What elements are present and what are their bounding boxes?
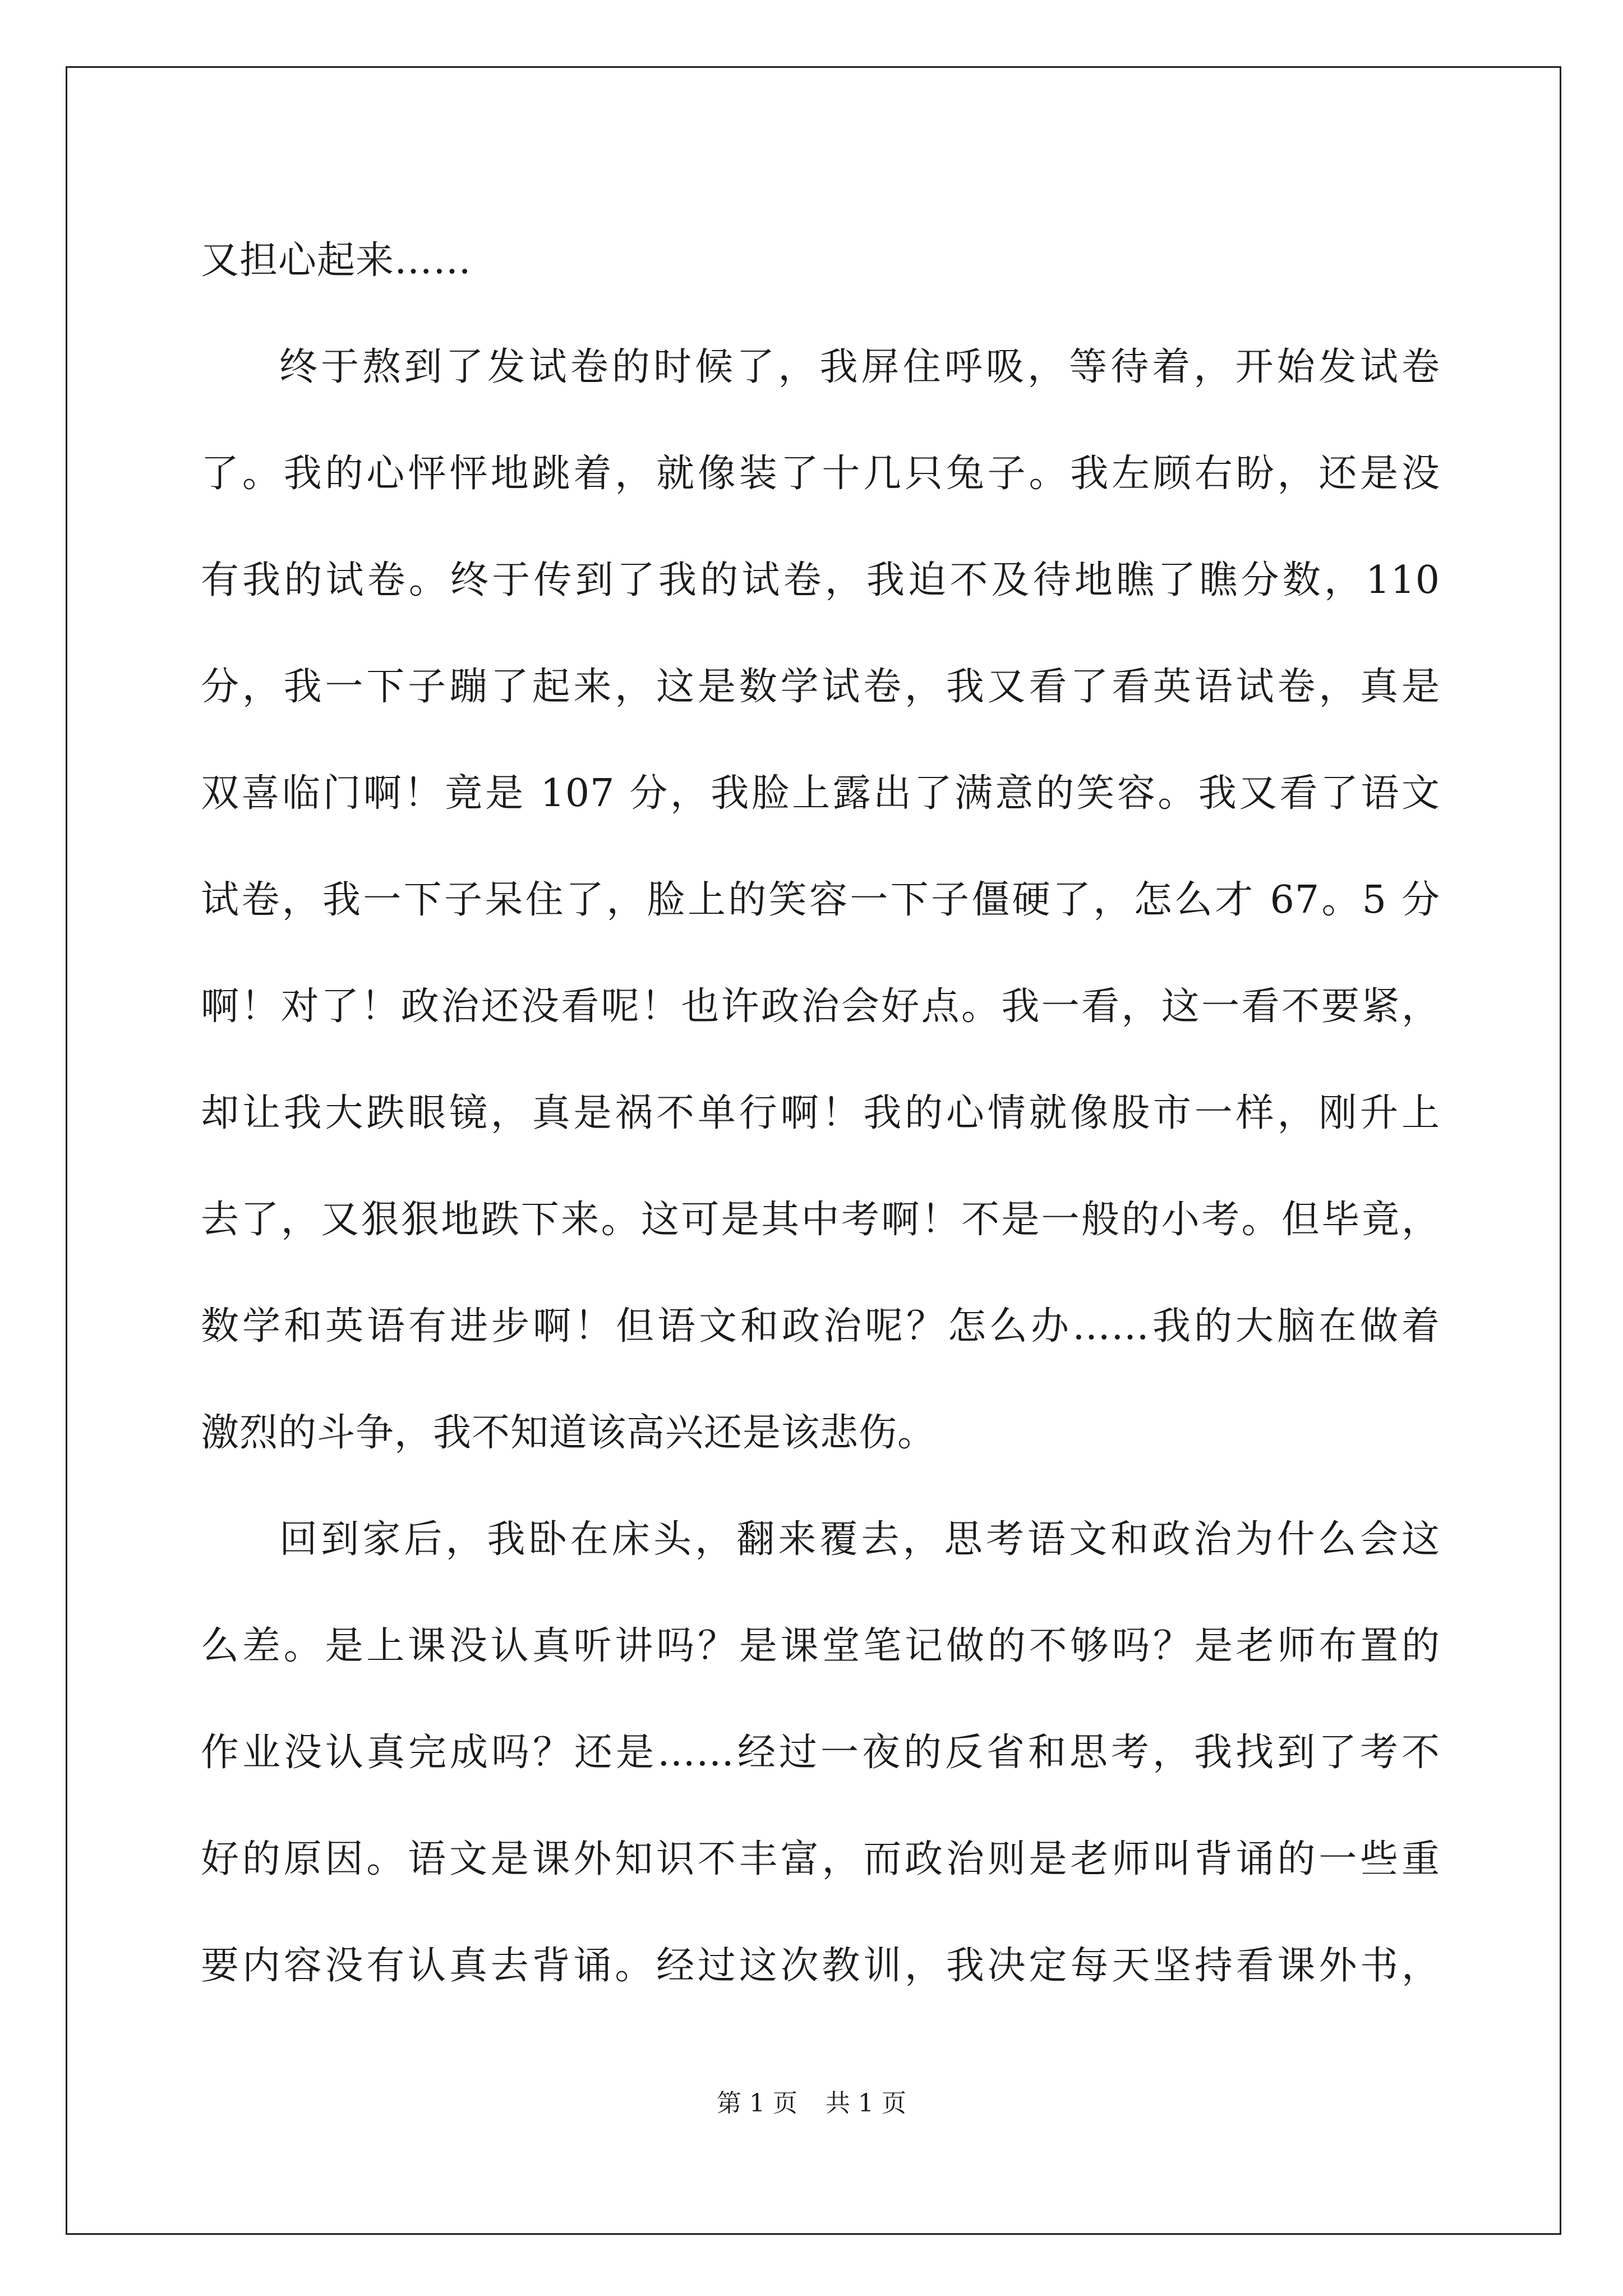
text-line: 却让我大跌眼镜，真是祸不单行啊！我的心情就像股市一样，刚升上 <box>201 1091 1440 1135</box>
page-total: 共 1 页 <box>826 2089 906 2118</box>
page-number: 第 1 页 <box>717 2089 797 2118</box>
text-line: 要内容没有认真去背诵。经过这次教训，我决定每天坚持看课外书， <box>201 1944 1440 1988</box>
text-line: 激烈的斗争，我不知道该高兴还是该悲伤。 <box>201 1411 937 1455</box>
text-line: 去了，又狠狠地跌下来。这可是其中考啊！不是一般的小考。但毕竟， <box>201 1198 1440 1242</box>
text-line: 么差。是上课没认真听讲吗？是课堂笔记做的不够吗？是老师布置的 <box>201 1624 1440 1668</box>
text-line: 好的原因。语文是课外知识不丰富，而政治则是老师叫背诵的一些重 <box>201 1837 1440 1881</box>
text-line: 又担心起来…… <box>201 238 472 283</box>
text-line: 作业没认真完成吗？还是……经过一夜的反省和思考，我找到了考不 <box>201 1731 1440 1775</box>
text-line: 啊！对了！政治还没看呢！也许政治会好点。我一看，这一看不要紧， <box>201 984 1440 1029</box>
document-body <box>201 208 1440 2019</box>
text-line: 试卷，我一下子呆住了，脸上的笑容一下子僵硬了，怎么才 67。5 分 <box>201 878 1440 922</box>
text-line: 终于熬到了发试卷的时候了，我屏住呼吸，等待着，开始发试卷 <box>279 345 1440 389</box>
text-line: 有我的试卷。终于传到了我的试卷，我迫不及待地瞧了瞧分数，110 <box>201 558 1440 602</box>
text-line: 回到家后，我卧在床头，翻来覆去，思考语文和政治为什么会这 <box>279 1517 1440 1562</box>
text-line: 双喜临门啊！竟是 107 分，我脸上露出了满意的笑容。我又看了语文 <box>201 771 1440 816</box>
text-line: 了。我的心怦怦地跳着，就像装了十几只兔子。我左顾右盼，还是没 <box>201 452 1440 496</box>
text-line: 分，我一下子蹦了起来，这是数学试卷，我又看了看英语试卷，真是 <box>201 665 1440 709</box>
page-footer <box>0 2087 1623 2120</box>
text-line: 数学和英语有进步啊！但语文和政治呢？怎么办……我的大脑在做着 <box>201 1304 1440 1349</box>
